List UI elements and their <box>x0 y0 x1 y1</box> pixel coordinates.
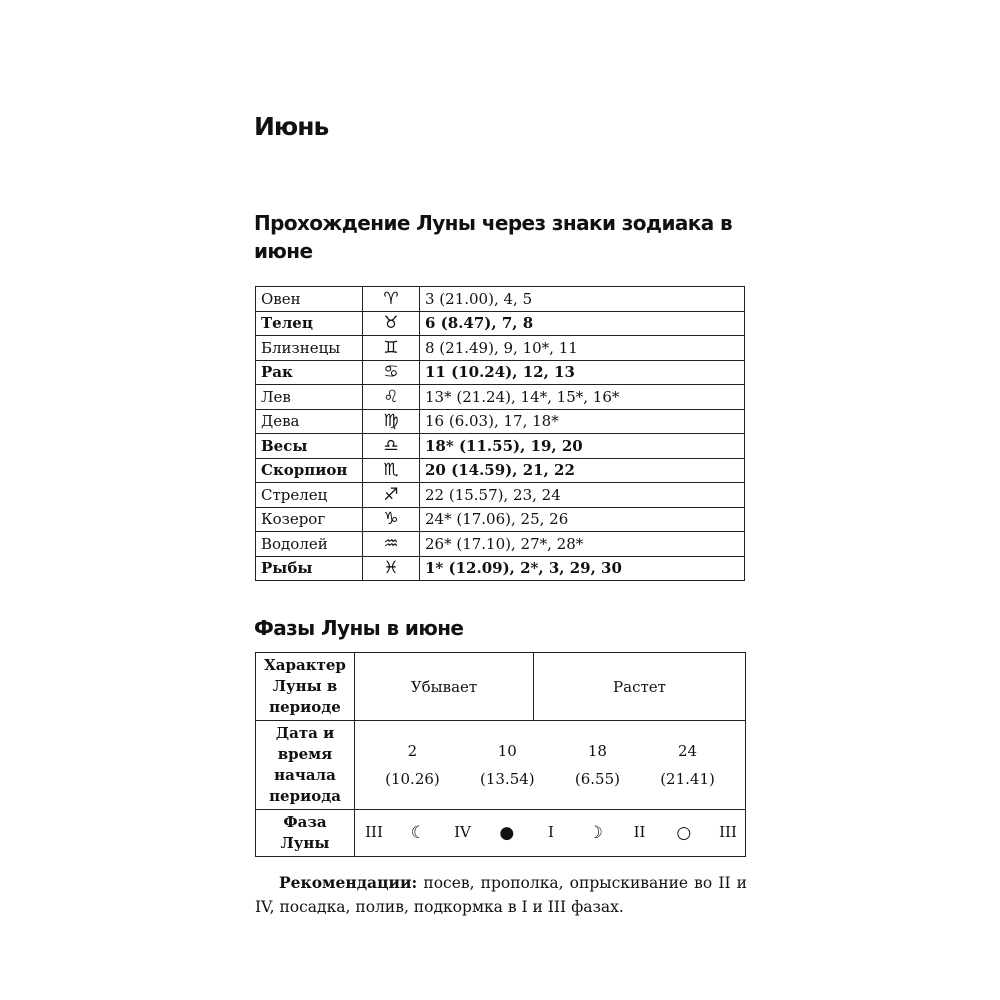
phase-sequence-cell <box>355 810 746 857</box>
zodiac-row <box>256 336 745 361</box>
phase-header: Фаза Луны <box>256 810 355 857</box>
zodiac-row <box>256 311 745 336</box>
moon-phase-icon: ☽ <box>587 823 603 843</box>
zodiac-row <box>256 556 745 581</box>
zodiac-dates: 24* (17.06), 25, 26 <box>420 507 745 532</box>
phase-character-row <box>256 653 746 721</box>
zodiac-row <box>256 409 745 434</box>
zodiac-dates: 22 (15.57), 23, 24 <box>420 483 745 508</box>
zodiac-sign-name: Стрелец <box>256 483 363 508</box>
recommendations <box>255 871 747 919</box>
zodiac-row <box>256 458 745 483</box>
period-day: 24 <box>677 742 698 760</box>
period-start <box>575 737 620 793</box>
zodiac-sign-icon: ♓ <box>363 556 420 581</box>
recommendations-label: Рекомендации: <box>279 873 418 892</box>
zodiac-dates: 6 (8.47), 7, 8 <box>420 311 745 336</box>
zodiac-sign-name: Рак <box>256 360 363 385</box>
zodiac-sign-name: Телец <box>256 311 363 336</box>
zodiac-sign-icon: ♑ <box>363 507 420 532</box>
moon-phase-icon: ☾ <box>410 823 426 843</box>
zodiac-sign-icon: ♋ <box>363 360 420 385</box>
zodiac-row <box>256 360 745 385</box>
zodiac-sign-name: Овен <box>256 287 363 312</box>
recommendations-text: посев, прополка, опрыскивание во II и IV, посадка, полив, подкормка в I и III фазах. <box>255 874 747 916</box>
zodiac-sign-name: Скорпион <box>256 458 363 483</box>
moon-phase-icon: ● <box>499 823 515 843</box>
zodiac-row <box>256 483 745 508</box>
zodiac-sign-name: Весы <box>256 434 363 459</box>
phase-number: II <box>633 823 646 841</box>
phase-row <box>256 810 746 857</box>
zodiac-row <box>256 507 745 532</box>
zodiac-dates: 20 (14.59), 21, 22 <box>420 458 745 483</box>
period-day: 10 <box>497 742 517 760</box>
zodiac-dates: 11 (10.24), 12, 13 <box>420 360 745 385</box>
zodiac-sign-name: Рыбы <box>256 556 363 581</box>
zodiac-dates: 18* (11.55), 19, 20 <box>420 434 745 459</box>
zodiac-sign-name: Дева <box>256 409 363 434</box>
period-day: 18 <box>587 742 607 760</box>
phase-number: I <box>548 823 554 841</box>
zodiac-dates: 1* (12.09), 2*, 3, 29, 30 <box>420 556 745 581</box>
phase-number: IV <box>454 823 471 841</box>
period-time: (10.26) <box>385 770 440 788</box>
period-time: (13.54) <box>479 770 535 788</box>
date-time-header: Дата и время начала периода <box>256 721 355 810</box>
zodiac-sign-icon: ♊ <box>363 336 420 361</box>
zodiac-sign-icon: ♈ <box>363 287 420 312</box>
waxing-cell: Растет <box>534 653 746 721</box>
zodiac-dates: 3 (21.00), 4, 5 <box>420 287 745 312</box>
phases-heading: Фазы Луны в июне <box>254 616 464 640</box>
period-day: 2 <box>407 742 418 760</box>
zodiac-dates: 8 (21.49), 9, 10*, 11 <box>420 336 745 361</box>
phase-table <box>255 652 746 857</box>
zodiac-heading: Прохождение Луны через знаки зодиака в июне <box>254 211 733 263</box>
zodiac-row <box>256 287 745 312</box>
zodiac-sign-icon: ♌ <box>363 385 420 410</box>
zodiac-sign-name: Лев <box>256 385 363 410</box>
phase-date-row <box>256 721 746 810</box>
zodiac-sign-icon: ♏ <box>363 458 420 483</box>
dates-cell <box>355 721 746 810</box>
zodiac-sign-name: Козерог <box>256 507 363 532</box>
zodiac-sign-icon: ♉ <box>363 311 420 336</box>
zodiac-sign-icon: ♐ <box>363 483 420 508</box>
phase-number: III <box>719 823 737 841</box>
zodiac-sign-icon: ♎ <box>363 434 420 459</box>
zodiac-row <box>256 385 745 410</box>
zodiac-row <box>256 532 745 557</box>
zodiac-row <box>256 434 745 459</box>
zodiac-sign-name: Близнецы <box>256 336 363 361</box>
zodiac-sign-icon: ♒ <box>363 532 420 557</box>
zodiac-dates: 26* (17.10), 27*, 28* <box>420 532 745 557</box>
period-start <box>385 737 440 793</box>
period-time: (6.55) <box>574 770 620 788</box>
phase-number: III <box>365 823 383 841</box>
zodiac-sign-icon: ♍ <box>363 409 420 434</box>
zodiac-table <box>255 286 745 581</box>
page-title: Июнь <box>254 112 329 141</box>
zodiac-dates: 16 (6.03), 17, 18* <box>420 409 745 434</box>
character-header: Характер Луны в периоде <box>256 653 355 721</box>
zodiac-sign-name: Водолей <box>256 532 363 557</box>
period-start <box>660 737 715 793</box>
period-start <box>480 737 535 793</box>
period-time: (21.41) <box>660 770 715 788</box>
zodiac-dates: 13* (21.24), 14*, 15*, 16* <box>420 385 745 410</box>
waning-cell: Убывает <box>355 653 534 721</box>
moon-phase-icon: ○ <box>676 823 692 843</box>
